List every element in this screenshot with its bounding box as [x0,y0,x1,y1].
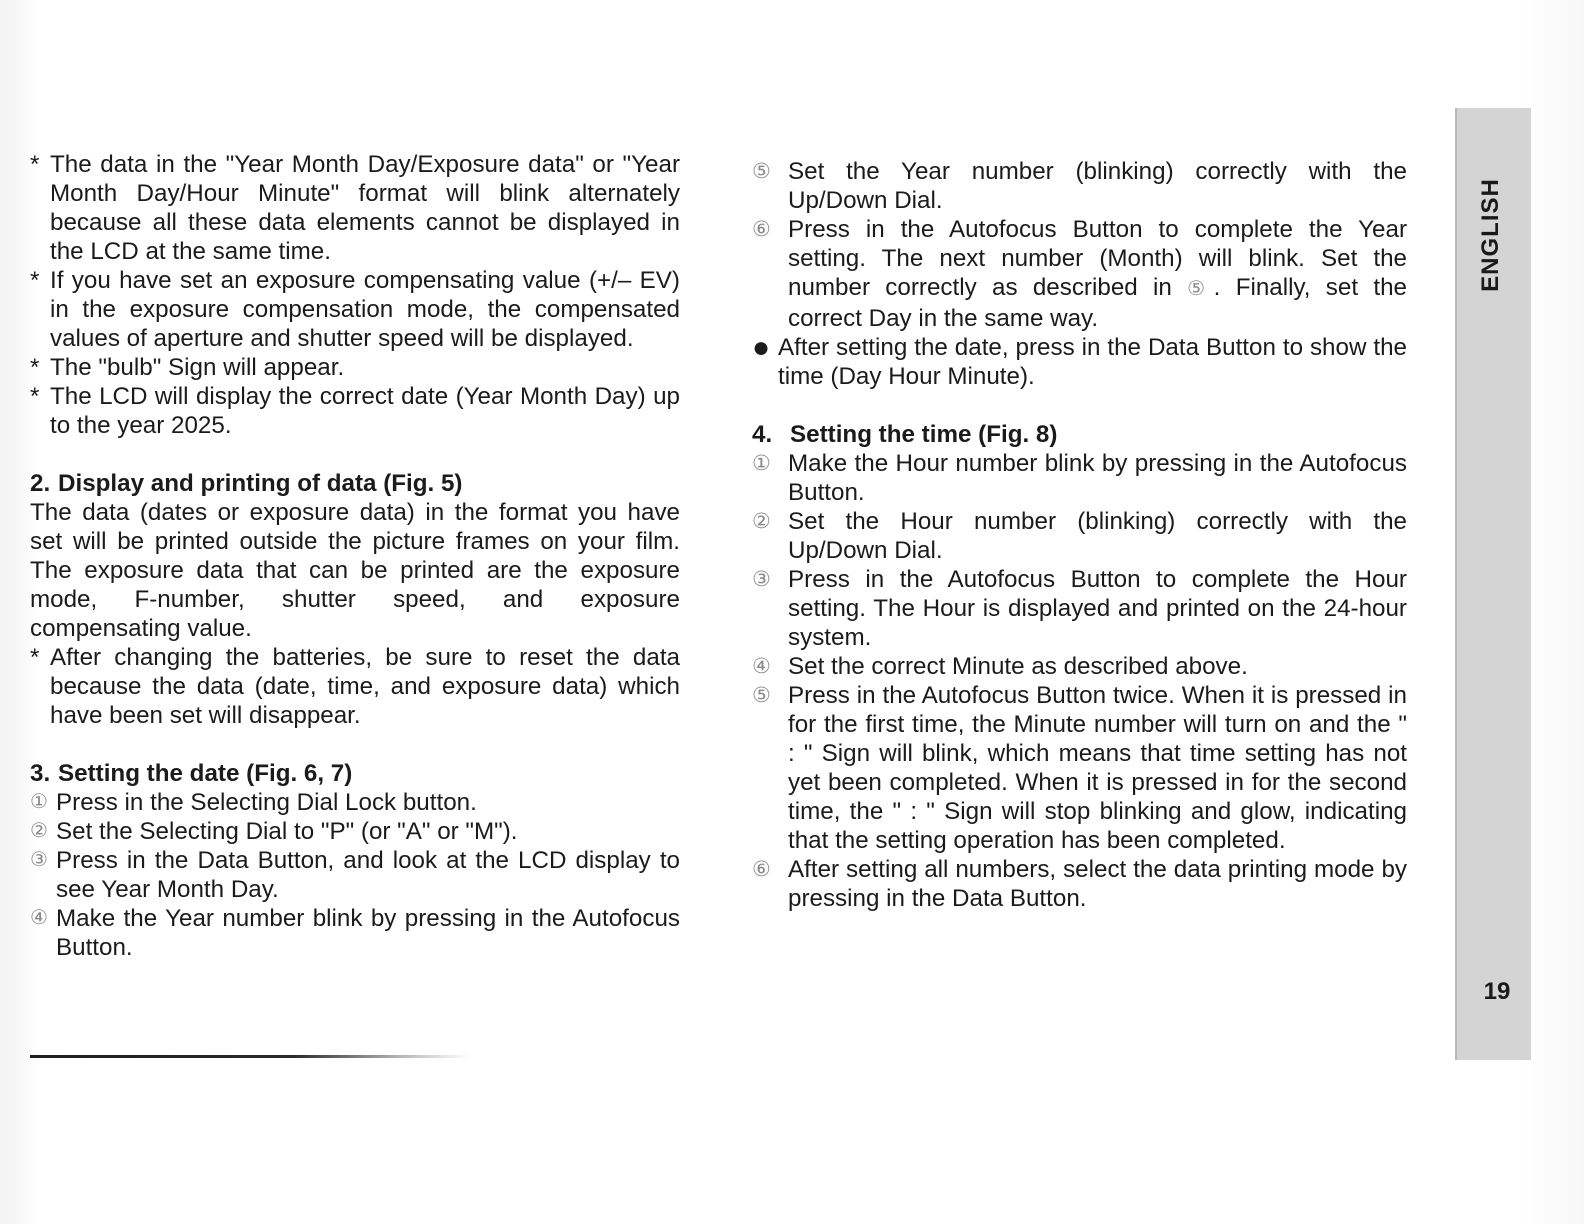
asterisk-marker: * [30,383,40,410]
step-text [788,215,1407,333]
note-text: The data in the "Year Month Day/Exposure data" or "Year Month Day/Hour Minute" format will blink alternately because all these data elements cannot be displayed in the LCD at the same time. [50,151,680,265]
section-number: 4. [752,421,773,448]
bullet-marker: ● [752,331,771,364]
step-number: ② [752,510,771,533]
note-item [30,150,680,266]
step-text: Press in the Autofocus Button to complete the Hour setting. The Hour is displayed and printed on the 24-hour system. [788,566,1407,651]
step-text-part: Press in the Autofocus Button to complete the Year setting. The next number (Month) will blink. Set the number correctly as described in [788,216,1407,301]
step-text: Press in the Autofocus Button twice. When it is pressed in for the first time, the Minute number will turn on and the " : " Sign will blink, which means that time setting has not yet been completed. When it is pressed in for the second time, the " : " Sign will stop blinking and glow, indicating that the setting operation has been completed. [788,682,1407,854]
step-item [30,904,680,962]
spacer [30,730,680,759]
step-number: ③ [752,568,771,591]
step-number: ④ [30,907,48,929]
note-item [30,266,680,353]
bottom-divider [30,1055,470,1058]
language-label [1471,170,1511,300]
section-title: Setting the time (Fig. 8) [790,421,1058,448]
section-heading [752,420,1407,449]
step-text-part: . Finally, set the correct Day in the same way. [788,274,1407,332]
note-text: The LCD will display the correct date (Year Month Day) up to the year 2025. [50,383,680,439]
section-heading [30,469,680,498]
step-number: ④ [752,655,771,678]
language-text: ENGLISH [1477,178,1504,292]
step-item [752,681,1407,855]
bullet-text: After setting the date, press in the Data Button to show the time (Day Hour Minute). [778,334,1407,390]
step-item [752,565,1407,652]
step-reference: ⑤ [1187,278,1214,300]
step-text: Set the correct Minute as described above. [788,653,1248,680]
right-column [752,157,1407,913]
step-text: Set the Hour number (blinking) correctly with the Up/Down Dial. [788,508,1407,564]
step-number: ① [752,452,771,475]
section-number: 3. [30,760,51,787]
note-text: If you have set an exposure compensating value (+/– EV) in the exposure compensation mode, the compensated values of aperture and shutter speed will be displayed. [50,267,680,352]
left-column [30,150,680,962]
step-item [752,855,1407,913]
step-number: ⑥ [752,858,771,881]
note-item [30,382,680,440]
step-item [752,157,1407,215]
step-number: ⑥ [752,218,771,241]
step-item [30,817,680,846]
section-title: Setting the date (Fig. 6, 7) [58,760,353,787]
step-text: Set the Year number (blinking) correctly with the Up/Down Dial. [788,158,1407,214]
note-item [30,353,680,382]
step-number: ② [30,820,48,842]
section-number: 2. [30,470,51,497]
note-text: The "bulb" Sign will appear. [50,354,345,381]
step-text: Make the Year number blink by pressing in the Autofocus Button. [56,905,680,961]
spacer [752,391,1407,420]
step-text: Make the Hour number blink by pressing in the Autofocus Button. [788,450,1407,506]
step-text: Set the Selecting Dial to "P" (or "A" or "M"). [56,818,518,845]
asterisk-marker: * [30,151,40,178]
asterisk-marker: * [30,267,40,294]
spacer [30,440,680,469]
page-number: 19 [1483,978,1511,1005]
section-paragraph: The data (dates or exposure data) in the format you have set will be printed outside the picture frames on your film. The exposure data that can be printed are the exposure mode, F-number, shutter speed, and exposure compensating value. [30,499,680,642]
step-item [30,788,680,817]
step-item [752,507,1407,565]
note-text: After changing the batteries, be sure to reset the data because the data (date, time, and exposure data) which have been set will disappear. [50,644,680,729]
step-number: ⑤ [752,684,771,707]
asterisk-marker: * [30,354,40,381]
step-number: ⑤ [752,160,771,183]
step-text: After setting all numbers, select the data printing mode by pressing in the Data Button. [788,856,1407,912]
step-item [30,846,680,904]
section-heading [30,759,680,788]
note-item [30,643,680,730]
step-text: Press in the Selecting Dial Lock button. [56,789,477,816]
section-title: Display and printing of data (Fig. 5) [58,470,463,497]
step-text: Press in the Data Button, and look at the LCD display to see Year Month Day. [56,847,680,903]
step-number: ③ [30,849,48,871]
step-item [752,652,1407,681]
step-item [752,215,1407,333]
asterisk-marker: * [30,644,40,671]
step-number: ① [30,791,48,813]
bullet-item [752,333,1407,391]
step-item [752,449,1407,507]
